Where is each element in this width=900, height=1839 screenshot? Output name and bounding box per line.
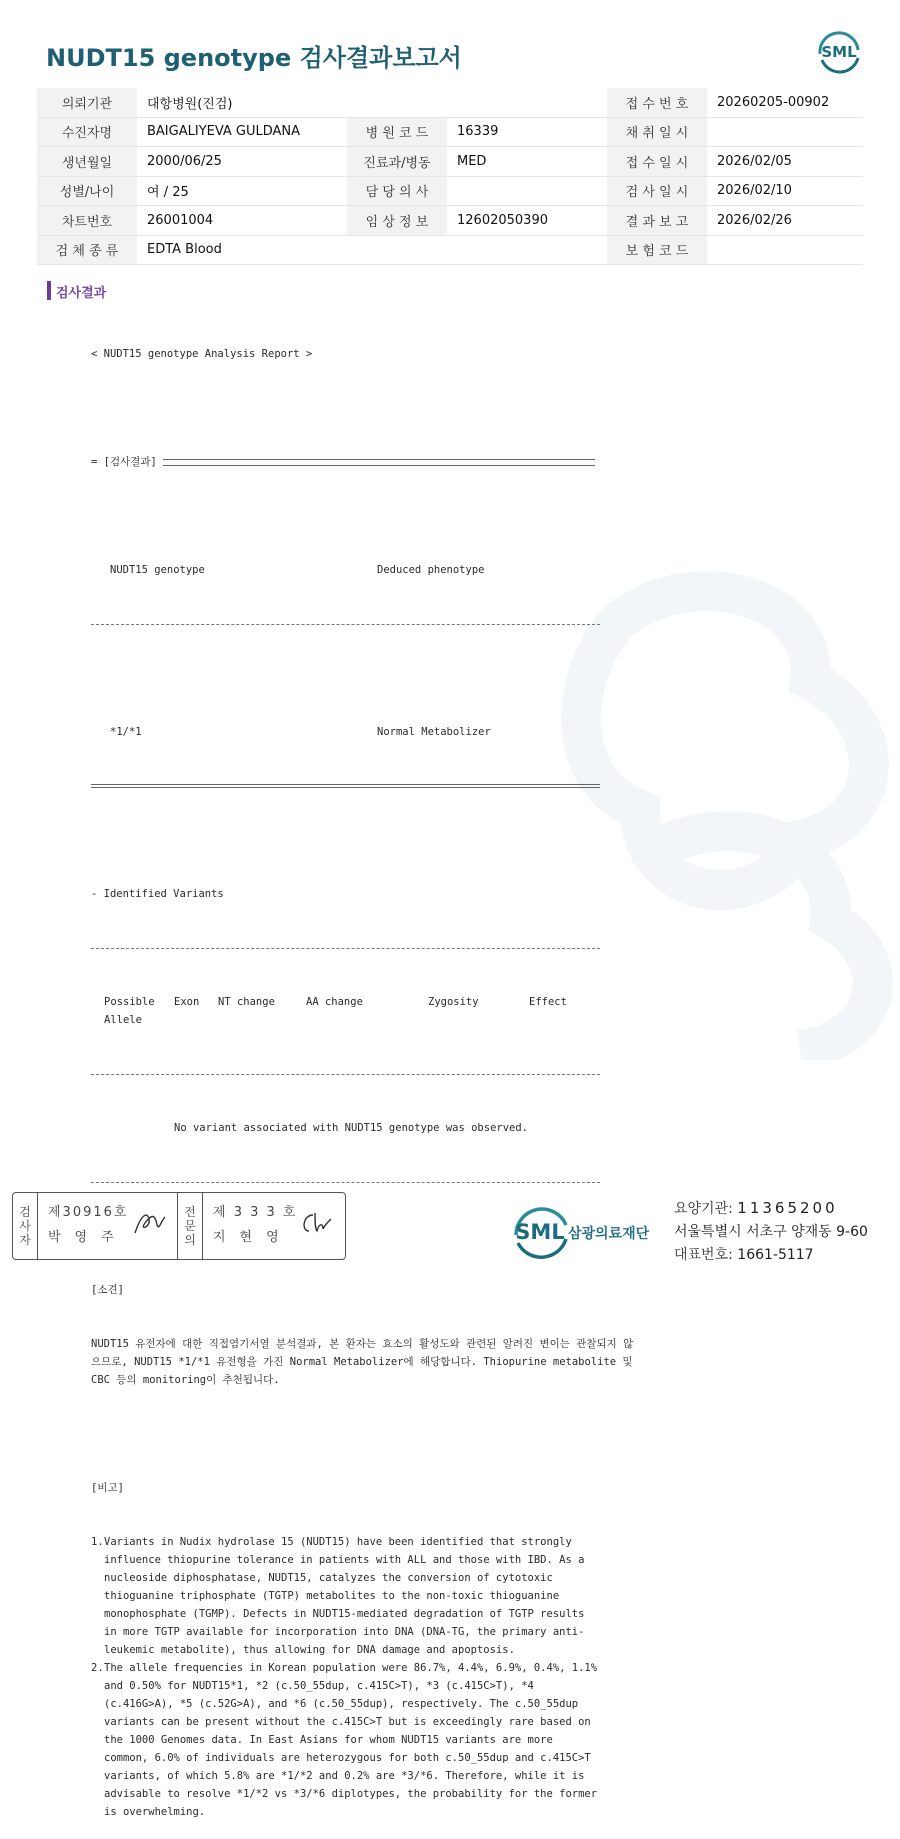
info-label: 채 취 일 시: [607, 117, 707, 147]
remarks-list: [91, 1533, 601, 1821]
info-label: 검 사 일 시: [607, 176, 707, 206]
info-value: 여 / 25: [137, 176, 347, 206]
info-label: 결 과 보 고: [607, 206, 707, 236]
section-title: 검사결과: [56, 286, 107, 301]
info-row: [37, 147, 863, 177]
institution-code: 11365200: [737, 1199, 838, 1217]
hdr-nt: NT change: [218, 996, 275, 1008]
remarks-label: [비고]: [91, 1482, 124, 1494]
hdr-effect: Effect: [529, 996, 567, 1008]
info-label: 접 수 일 시: [607, 147, 707, 177]
hdr-exon: Exon: [174, 996, 200, 1008]
info-row: [37, 206, 863, 236]
single-rule: [91, 1065, 600, 1083]
result-label: = [검사결과]: [91, 456, 157, 468]
phone-label: 대표번호:: [674, 1247, 733, 1263]
variants-label: - Identified Variants: [91, 888, 224, 900]
report-heading: < NUDT15 genotype Analysis Report >: [91, 348, 313, 360]
footer-org-name: 삼광의료재단: [568, 1226, 650, 1242]
specialist-name: 지현영: [213, 1230, 293, 1245]
info-label: 담 당 의 사: [347, 176, 447, 206]
remark-item: 2. The allele frequencies in Korean population were 86.7%, 4.4%, 6.9%, 0.4%, 1.1% and 0.50% for NUDT15*1, *2 (c.50_55dup, c.415C>T), *3 (c.415C>T), *4 (c.416G>A), *5 (c.52G>A), and *6 (c.50_55dup), respectively. The c.50_55dup variants can be present without the c.415C>T but is exceedingly rare based on the 1000 Genomes data. In East Asians for whom NUDT15 variants are more common, 6.0% of individuals are heterozygous for both c.50_55dup and c.415C>T variants, of which 5.8% are *1/*2 and 0.2% are *3/*6. Therefore, while it is advisable to resolve *1/*2 vs *3/*6 diplotypes, the probability for the former is overwhelming.: [91, 1662, 598, 1818]
info-row: [37, 117, 863, 147]
no-variant-text: No variant associated with NUDT15 genotype was observed.: [174, 1122, 529, 1134]
double-rule: [163, 459, 595, 466]
specialist-license: 제 3 3 3 호: [213, 1205, 298, 1220]
examiner-signature: [133, 1209, 167, 1237]
double-rule: [91, 777, 600, 795]
info-value: [447, 176, 607, 206]
address: 서울특별시 서초구 양재동 9-60: [674, 1224, 868, 1240]
info-label: 병 원 코 드: [347, 117, 447, 147]
info-label: 수진자명: [37, 117, 137, 147]
footer-logo: [512, 1201, 662, 1261]
info-label: 접 수 번 호: [607, 88, 707, 117]
info-value: [447, 88, 607, 117]
phenotype-value: Normal Metabolizer: [377, 726, 491, 738]
report-title: NUDT15 genotype 검사결과보고서: [46, 44, 462, 72]
specialist-signature: [299, 1209, 333, 1237]
info-value: 2026/02/05: [707, 147, 863, 177]
info-row: [37, 235, 863, 265]
hdr-zygosity: Zygosity: [428, 996, 479, 1008]
info-label: [347, 88, 447, 117]
footer-logo-text: SML: [515, 1220, 565, 1244]
info-label: 임 상 정 보: [347, 206, 447, 236]
info-value: 20260205-00902: [707, 88, 863, 117]
info-value: 12602050390: [447, 206, 607, 236]
single-rule: [91, 939, 600, 957]
single-rule: [91, 615, 600, 633]
sml-logo-icon: [814, 28, 864, 76]
info-value: 2000/06/25: [137, 147, 347, 177]
signature-box: [12, 1192, 346, 1260]
info-value: MED: [447, 147, 607, 177]
info-value: [707, 235, 863, 265]
patient-info-table: [37, 88, 863, 265]
phone-number: 1661-5117: [737, 1247, 814, 1263]
sml-logo: [814, 28, 864, 76]
genotype-value: *1/*1: [110, 726, 142, 738]
footer-info: [674, 1197, 868, 1267]
role-label-examiner: 검 사 자: [13, 1193, 38, 1259]
institution-code-label: 요양기관:: [674, 1201, 733, 1217]
hdr-allele: Allele: [104, 1014, 142, 1026]
examiner-license: 제30916호: [48, 1205, 129, 1220]
info-row: [37, 176, 863, 206]
info-label: 차트번호: [37, 206, 137, 236]
info-label: 생년월일: [37, 147, 137, 177]
role-label-specialist: 전 문 의: [178, 1193, 203, 1259]
info-label: 보 험 코 드: [607, 235, 707, 265]
remark-item: 1. Variants in Nudix hydrolase 15 (NUDT15) have been identified that strongly influence thiopurine tolerance in patients with ALL and those with IBD. As a nucleoside diphosphatase, NUDT15, catalyzes the conversion of cytotoxic thioguanine triphosphate (TGTP) metabolites to the non-toxic thioguanine monophosphate (TGMP). Defects in NUDT15-mediated degradation of TGTP results in more TGTP available for incorporation into DNA (DNA-TG, the primary anti-leukemic metabolite), thus allowing for DNA damage and apoptosis.: [91, 1536, 585, 1656]
info-label: [347, 235, 447, 265]
examiner-name: 박영주: [48, 1230, 128, 1245]
info-value: [447, 235, 607, 265]
info-value: 26001004: [137, 206, 347, 236]
info-value: 대항병원(진검): [137, 88, 347, 117]
info-label: 성별/나이: [37, 176, 137, 206]
info-value: 2026/02/26: [707, 206, 863, 236]
report-body: [91, 309, 636, 1839]
info-value: 2026/02/10: [707, 176, 863, 206]
info-value: [707, 117, 863, 147]
hdr-possible: Possible: [104, 996, 155, 1008]
genotype-header-row: [91, 561, 600, 579]
info-row: [37, 88, 863, 117]
info-value: 16339: [447, 117, 607, 147]
opinion-text: NUDT15 유전자에 대한 직접염기서열 분석결과, 본 환자는 효소의 활성도와 관련된 알려진 변이는 관찰되지 않으므로, NUDT15 *1/*1 유전형을 가진 Normal Metabolizer에 해당합니다. Thiopurine metabolite 및 CBC 등의 monitoring이 추천됩니다.: [91, 1338, 634, 1386]
info-label: 진료과/병동: [347, 147, 447, 177]
single-rule: [91, 1173, 600, 1191]
sml-logo-text: SML: [821, 43, 857, 61]
opinion-label: [소견]: [91, 1284, 124, 1296]
variant-table-header: [91, 993, 600, 1029]
result-header: [91, 453, 636, 471]
specialist-cell: [203, 1193, 343, 1259]
col-genotype: NUDT15 genotype: [110, 564, 205, 576]
info-label: 의뢰기관: [37, 88, 137, 117]
hdr-aa: AA change: [306, 996, 363, 1008]
info-value: EDTA Blood: [137, 235, 347, 265]
col-phenotype: Deduced phenotype: [377, 564, 485, 576]
section-marker: [47, 281, 51, 300]
genotype-value-row: [91, 723, 600, 741]
info-label: 검 체 종 류: [37, 235, 137, 265]
info-value: BAIGALIYEVA GULDANA: [137, 117, 347, 147]
examiner-cell: [38, 1193, 178, 1259]
